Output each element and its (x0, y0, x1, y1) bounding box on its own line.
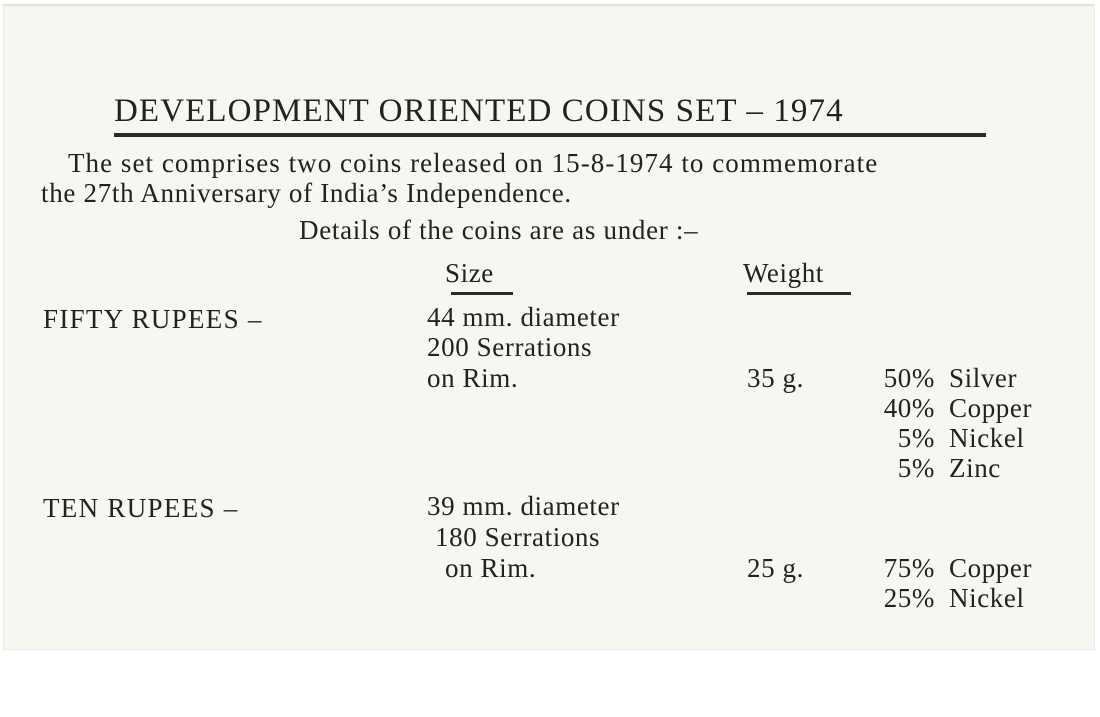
composition-metal: Silver (949, 363, 1018, 393)
coin-size-line: 44 mm. diameter (427, 302, 620, 332)
composition-list-fifty-rupees (865, 363, 1065, 483)
size-column-heading: Size (445, 258, 494, 288)
composition-metal: Copper (949, 393, 1033, 423)
composition-metal: Copper (949, 553, 1033, 583)
composition-percent: 25% (883, 583, 935, 613)
composition-percent: 5% (897, 423, 935, 453)
composition-list-ten-rupees (865, 553, 1065, 613)
composition-row (865, 393, 1065, 423)
coin-name-ten-rupees: TEN RUPEES – (43, 493, 239, 523)
weight-heading-underline (747, 292, 851, 295)
coin-set-card (3, 4, 1095, 650)
composition-percent: 75% (883, 553, 935, 583)
details-heading: Details of the coins are as under :– (299, 215, 699, 245)
composition-row (865, 423, 1065, 453)
coin-size-line: on Rim. (445, 553, 537, 583)
composition-row (865, 453, 1065, 483)
document-title: DEVELOPMENT ORIENTED COINS SET – 1974 (114, 93, 844, 129)
intro-line-1: The set comprises two coins released on 15-8-1974 to commemorate (68, 148, 879, 178)
composition-row (865, 363, 1065, 393)
size-heading-underline (451, 292, 513, 295)
coin-size-line: on Rim. (427, 363, 519, 393)
card-top-edge (3, 4, 1095, 7)
coin-name-fifty-rupees: FIFTY RUPEES – (43, 304, 263, 334)
title-underline (114, 133, 986, 137)
coin-size-line: 200 Serrations (427, 332, 593, 362)
intro-line-2: the 27th Anniversary of India’s Independence. (41, 178, 572, 208)
composition-percent: 5% (897, 453, 935, 483)
coin-weight-ten-rupees: 25 g. (747, 553, 804, 583)
coin-size-line: 180 Serrations (435, 522, 601, 552)
composition-row (865, 553, 1065, 583)
weight-column-heading: Weight (743, 258, 824, 288)
composition-metal: Nickel (949, 423, 1025, 453)
composition-metal: Zinc (949, 453, 1001, 483)
coin-size-line: 39 mm. diameter (427, 491, 620, 521)
coin-weight-fifty-rupees: 35 g. (747, 363, 804, 393)
composition-row (865, 583, 1065, 613)
composition-metal: Nickel (949, 583, 1025, 613)
composition-percent: 50% (883, 363, 935, 393)
composition-percent: 40% (883, 393, 935, 423)
